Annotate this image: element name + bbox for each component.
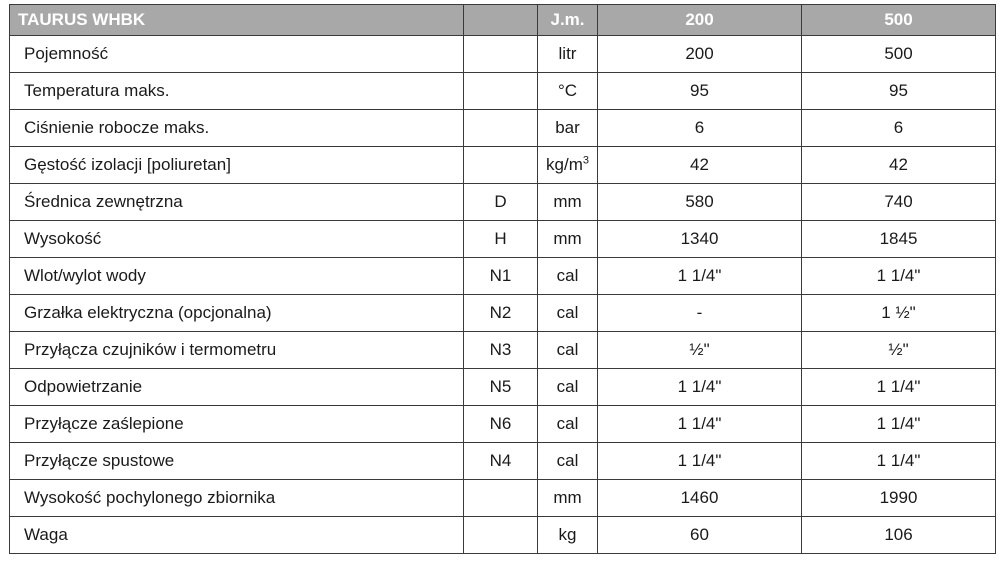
row-symbol: N3: [464, 332, 538, 369]
row-value-500: ½": [802, 332, 996, 369]
row-value-500: 1 ½": [802, 295, 996, 332]
table-row: [10, 443, 996, 480]
row-symbol: D: [464, 184, 538, 221]
row-value-200: 1340: [598, 221, 802, 258]
row-parameter-name: Wysokość pochylonego zbiornika: [10, 480, 464, 517]
row-unit: cal: [538, 258, 598, 295]
row-symbol: H: [464, 221, 538, 258]
row-unit: mm: [538, 480, 598, 517]
table-row: [10, 517, 996, 554]
row-symbol: N4: [464, 443, 538, 480]
row-value-200: 1 1/4": [598, 443, 802, 480]
table-row: [10, 258, 996, 295]
row-value-200: 580: [598, 184, 802, 221]
row-unit: kg: [538, 517, 598, 554]
row-unit: cal: [538, 295, 598, 332]
row-symbol: N2: [464, 295, 538, 332]
row-parameter-name: Temperatura maks.: [10, 73, 464, 110]
row-value-500: 1990: [802, 480, 996, 517]
header-product-name: TAURUS WHBK: [10, 5, 464, 36]
header-unit: J.m.: [538, 5, 598, 36]
table-row: [10, 184, 996, 221]
table-row: [10, 369, 996, 406]
row-unit: cal: [538, 332, 598, 369]
row-unit: cal: [538, 443, 598, 480]
row-parameter-name: Wysokość: [10, 221, 464, 258]
row-unit: litr: [538, 36, 598, 73]
table-row: [10, 147, 996, 184]
row-unit: [538, 147, 598, 184]
table-row: [10, 73, 996, 110]
table-row: [10, 332, 996, 369]
row-unit: mm: [538, 184, 598, 221]
row-value-200: 6: [598, 110, 802, 147]
row-unit: mm: [538, 221, 598, 258]
header-model-500: 500: [802, 5, 996, 36]
header-model-200: 200: [598, 5, 802, 36]
row-value-200: 42: [598, 147, 802, 184]
row-parameter-name: Przyłącze spustowe: [10, 443, 464, 480]
row-value-500: 1 1/4": [802, 406, 996, 443]
row-unit: bar: [538, 110, 598, 147]
row-value-500: 6: [802, 110, 996, 147]
table-row: [10, 110, 996, 147]
row-symbol: N5: [464, 369, 538, 406]
row-value-200: 1 1/4": [598, 369, 802, 406]
row-parameter-name: Pojemność: [10, 36, 464, 73]
row-value-200: 1460: [598, 480, 802, 517]
row-symbol: [464, 517, 538, 554]
table-row: [10, 36, 996, 73]
row-symbol: N1: [464, 258, 538, 295]
row-parameter-name: Przyłącza czujników i termometru: [10, 332, 464, 369]
table-row: [10, 406, 996, 443]
row-unit: cal: [538, 406, 598, 443]
spec-table: [9, 4, 996, 554]
row-parameter-name: Średnica zewnętrzna: [10, 184, 464, 221]
table-row: [10, 221, 996, 258]
row-value-500: 95: [802, 73, 996, 110]
row-parameter-name: Ciśnienie robocze maks.: [10, 110, 464, 147]
row-unit: °C: [538, 73, 598, 110]
row-parameter-name: Grzałka elektryczna (opcjonalna): [10, 295, 464, 332]
row-value-500: 106: [802, 517, 996, 554]
row-value-500: 42: [802, 147, 996, 184]
table-row: [10, 480, 996, 517]
header-row: [10, 5, 996, 36]
row-value-200: -: [598, 295, 802, 332]
row-parameter-name: Odpowietrzanie: [10, 369, 464, 406]
row-symbol: N6: [464, 406, 538, 443]
row-value-500: 1 1/4": [802, 258, 996, 295]
row-value-200: 1 1/4": [598, 406, 802, 443]
row-parameter-name: Gęstość izolacji [poliuretan]: [10, 147, 464, 184]
row-value-500: 1 1/4": [802, 369, 996, 406]
row-parameter-name: Wlot/wylot wody: [10, 258, 464, 295]
row-symbol: [464, 36, 538, 73]
row-value-200: 200: [598, 36, 802, 73]
header-symbol: [464, 5, 538, 36]
row-parameter-name: Waga: [10, 517, 464, 554]
row-value-200: 60: [598, 517, 802, 554]
row-value-200: 95: [598, 73, 802, 110]
row-symbol: [464, 73, 538, 110]
table-row: [10, 295, 996, 332]
row-value-500: 1 1/4": [802, 443, 996, 480]
row-value-500: 1845: [802, 221, 996, 258]
row-value-200: ½": [598, 332, 802, 369]
row-value-500: 500: [802, 36, 996, 73]
unit-superscript: 3: [582, 154, 589, 167]
row-symbol: [464, 480, 538, 517]
row-value-200: 1 1/4": [598, 258, 802, 295]
unit-text: kg/m: [546, 155, 583, 174]
row-value-500: 740: [802, 184, 996, 221]
row-parameter-name: Przyłącze zaślepione: [10, 406, 464, 443]
row-symbol: [464, 147, 538, 184]
row-symbol: [464, 110, 538, 147]
row-unit: cal: [538, 369, 598, 406]
